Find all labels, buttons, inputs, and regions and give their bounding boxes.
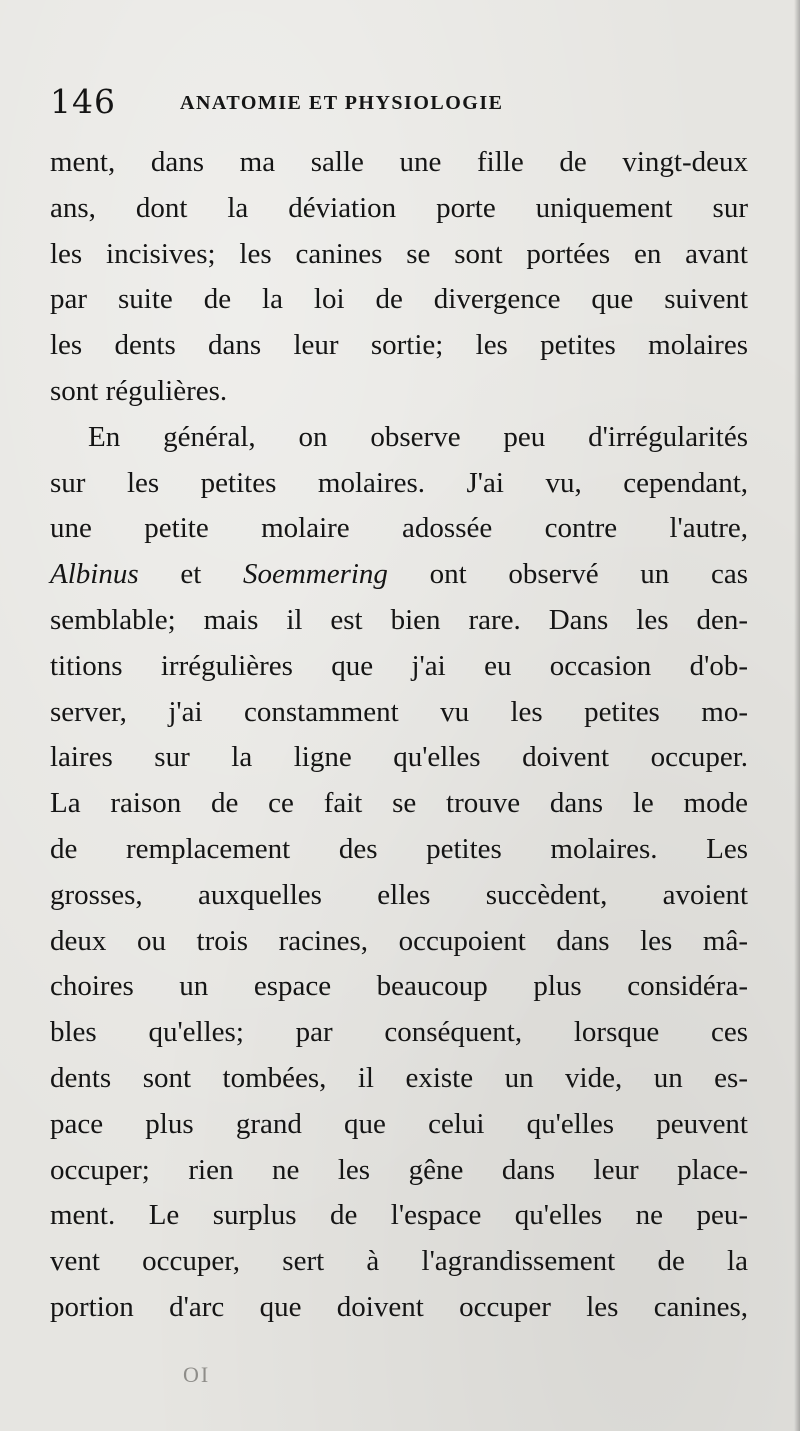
line-rest: ont observé un cas [387, 558, 748, 591]
text-line: La raison de ce fait se trouve dans le mode [50, 787, 748, 820]
conjunction: et [138, 558, 243, 591]
text-line: laires sur la ligne qu'elles doivent occuper. [50, 741, 748, 774]
text-line: sur les petites molaires. J'ai vu, cependant, [50, 466, 748, 499]
running-head [50, 82, 750, 122]
text-line: portion d'arc que doivent occuper les canines, [50, 1290, 748, 1323]
text-line: une petite molaire adossée contre l'autre, [50, 512, 748, 545]
author-name-soemmering: Soemmering [242, 558, 388, 591]
text-line: les dents dans leur sortie; les petites molaires [50, 329, 748, 362]
text-line: semblable; mais il est bien rare. Dans les den- [50, 603, 748, 636]
text-line-with-names [50, 552, 748, 598]
text-line: grosses, auxquelles elles succèdent, avoient [50, 878, 748, 911]
text-line: ans, dont la déviation porte uniquement sur [50, 191, 748, 224]
text-line: pace plus grand que celui qu'elles peuvent [50, 1107, 748, 1140]
page-number: 146 [50, 82, 116, 121]
author-name-albinus: Albinus [50, 558, 139, 591]
signature-mark: OI [183, 1362, 211, 1387]
text-line: ment. Le surplus de l'espace qu'elles ne peu- [50, 1199, 748, 1232]
body-text [50, 140, 748, 1331]
text-line: les incisives; les canines se sont portées en avant [50, 237, 748, 270]
text-line: dents sont tombées, il existe un vide, un es- [50, 1061, 748, 1094]
text-line: titions irrégulières que j'ai eu occasion d'ob- [50, 649, 748, 682]
text-line: ment, dans ma salle une fille de vingt-deux [50, 146, 748, 178]
text-line: par suite de la loi de divergence que suivent [50, 283, 748, 316]
text-line: choires un espace beaucoup plus considéra- [50, 970, 748, 1003]
text-line: deux ou trois racines, occupoient dans les mâ- [50, 924, 748, 957]
paragraph-end-line: sont régulières. [50, 374, 228, 407]
text-line: bles qu'elles; par conséquent, lorsque ces [50, 1016, 748, 1049]
text-line: server, j'ai constamment vu les petites mo- [50, 695, 748, 728]
text-line: occuper; rien ne les gêne dans leur place- [50, 1153, 748, 1186]
running-title: ANATOMIE ET PHYSIOLOGIE [180, 92, 504, 114]
text-line: vent occuper, sert à l'agrandissement de la [50, 1245, 748, 1278]
text-line: de remplacement des petites molaires. Les [50, 832, 748, 865]
paragraph-start-line: En général, on observe peu d'irrégularités [88, 420, 748, 453]
